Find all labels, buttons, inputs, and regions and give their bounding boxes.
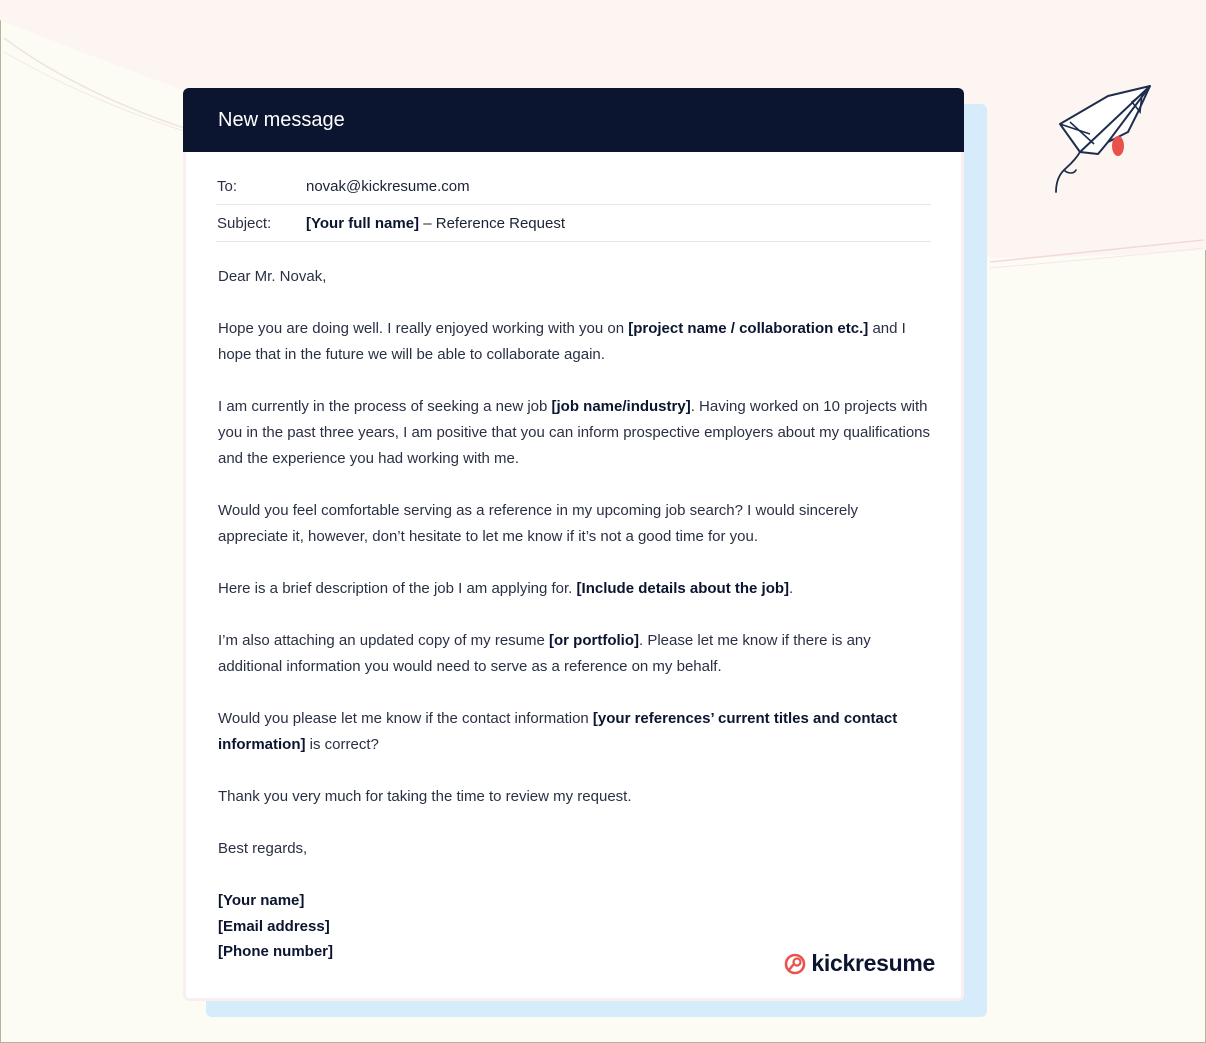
paragraph-6: Would you please let me know if the contact information [your references’ current titles and contact information] is correct? <box>218 710 898 753</box>
message-body[interactable] <box>218 264 931 965</box>
to-row[interactable] <box>216 168 931 205</box>
subject-field[interactable] <box>306 215 565 232</box>
paragraph-1: Hope you are doing well. I really enjoyed working with you on [project name / collaboration etc.] and I hope that in the future we will be able to collaborate again. <box>218 320 906 363</box>
subject-placeholder: [Your full name] <box>306 214 420 232</box>
closing: Best regards, <box>218 840 308 857</box>
to-label: To: <box>217 177 238 195</box>
signature-phone: [Phone number] <box>218 943 333 960</box>
signature-email: [Email address] <box>218 917 330 935</box>
placeholder-project: [project name / collaboration etc.] <box>628 320 869 337</box>
compose-title: New message <box>218 108 345 131</box>
paragraph-7: Thank you very much for taking the time to review my request. <box>218 788 632 805</box>
paragraph-4: Here is a brief description of the job I am applying for. [Include details about the job]. <box>218 580 794 597</box>
placeholder-job-details: [Include details about the job] <box>576 580 790 597</box>
brand-name: kickresume <box>811 950 935 976</box>
kickresume-logo-icon <box>783 952 807 976</box>
placeholder-portfolio: [or portfolio] <box>549 632 639 649</box>
placeholder-job: [job name/industry] <box>551 398 691 415</box>
subject-text: – Reference Request <box>419 214 565 232</box>
compose-fields <box>216 168 931 242</box>
subject-row[interactable] <box>216 205 931 242</box>
greeting: Dear Mr. Novak, <box>218 268 327 285</box>
signature-name: [Your name] <box>218 892 305 909</box>
compose-header <box>183 88 964 152</box>
brand-logo <box>783 950 935 977</box>
placeholder-references: [your references’ current titles and contact information] <box>218 710 898 753</box>
subject-label: Subject: <box>217 214 272 232</box>
email-compose-window <box>183 88 964 1001</box>
paper-plane-icon <box>1050 82 1158 200</box>
paragraph-5: I’m also attaching an updated copy of my resume [or portfolio]. Please let me know if there is any additional information you would need to serve as a reference on my behalf. <box>218 632 871 675</box>
to-field[interactable]: novak@kickresume.com <box>306 177 470 195</box>
paragraph-2: I am currently in the process of seeking a new job [job name/industry]. Having worked on 10 projects with you in the past three years, I am positive that you can inform prospective employers about my qualifications and the experience you had working with me. <box>218 398 931 467</box>
paragraph-3: Would you feel comfortable serving as a reference in my upcoming job search? I would sincerely appreciate it, however, don’t hesitate to let me know if it’s not a good time for you. <box>218 502 859 545</box>
